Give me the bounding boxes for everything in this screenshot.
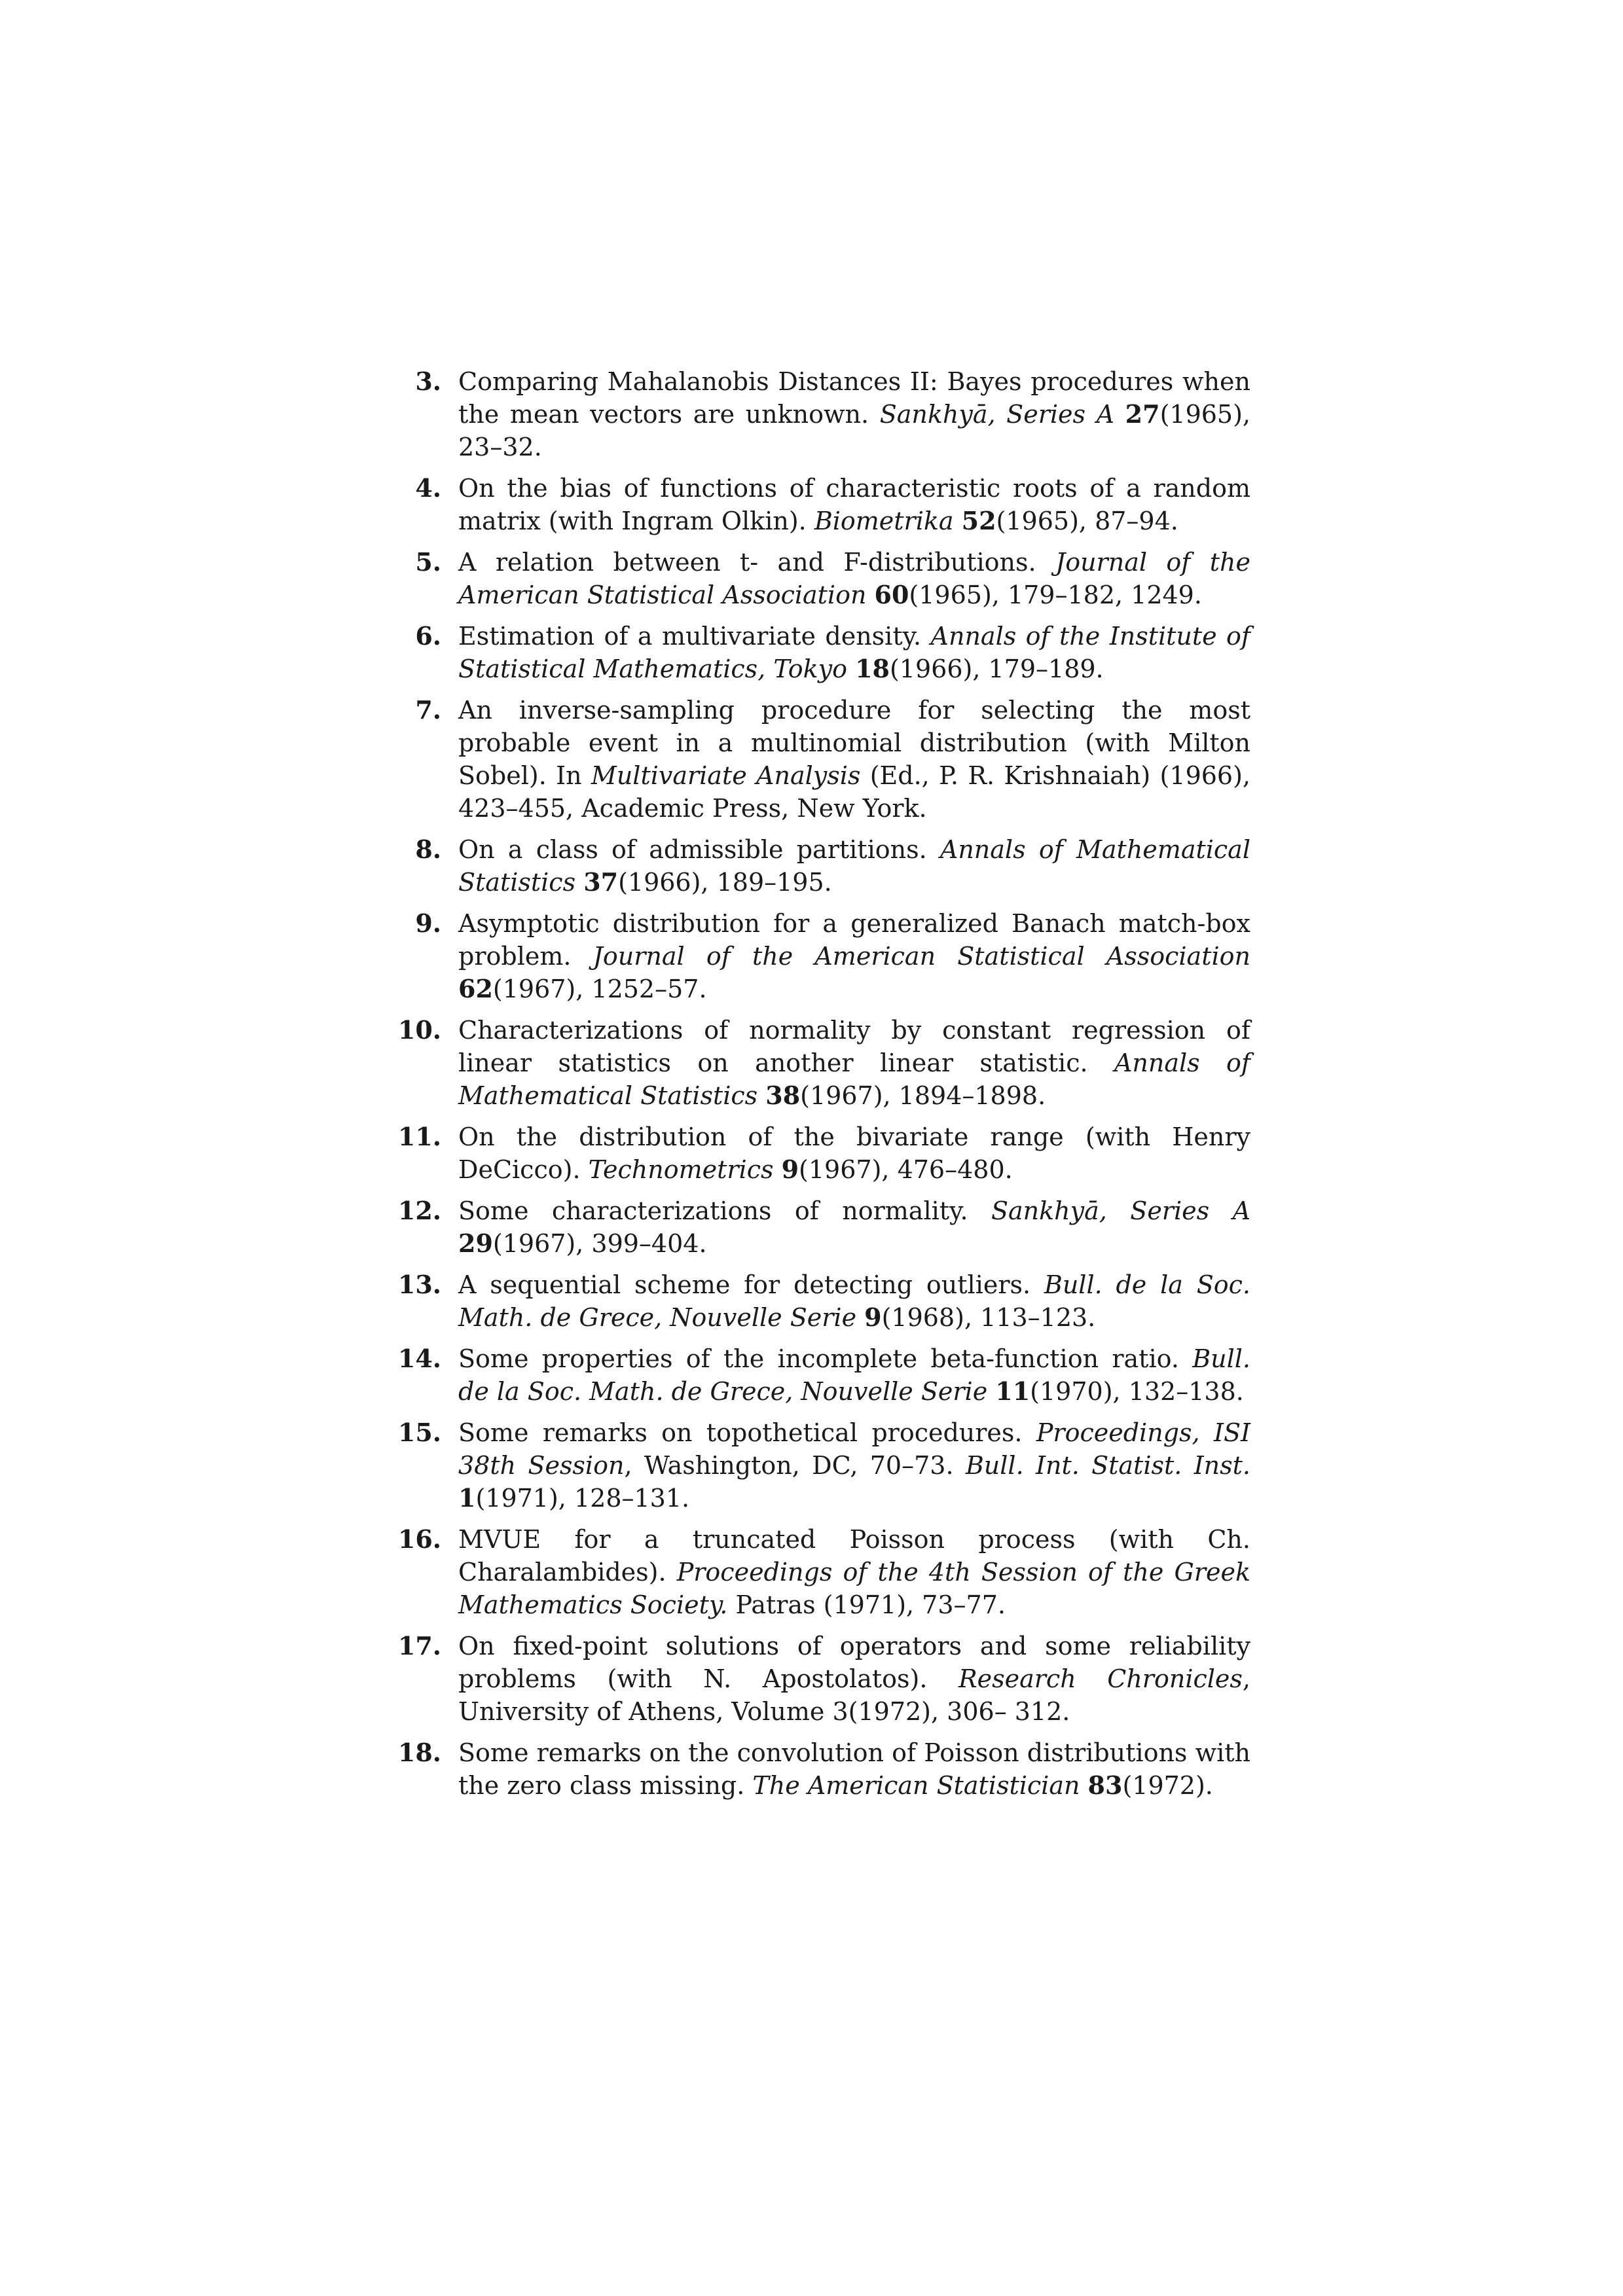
- citation-text: On the distribution of the bivariate range (with Henry DeCicco).: [458, 1122, 1250, 1184]
- publication-title: Bull. de la Soc. Math. de Grece, Nouvelle Serie: [458, 1344, 1250, 1406]
- publication-title: Sankhyā, Series A: [991, 1196, 1251, 1225]
- bibliography-entry: [393, 1014, 1250, 1112]
- citation-text: Asymptotic distribution for a generalized Banach match-box problem.: [458, 909, 1250, 971]
- entry-text: [458, 1344, 1250, 1406]
- entry-number: 5.: [415, 547, 441, 577]
- bibliography-entry: [393, 546, 1250, 611]
- volume-number: 37: [583, 867, 619, 897]
- citation-text: A sequential scheme for detecting outliers.: [458, 1270, 1044, 1299]
- publication-title: Annals of Mathematical Statistics: [458, 1049, 1250, 1110]
- volume-number: 60: [874, 580, 909, 609]
- citation-text: [575, 868, 583, 897]
- volume-number: 9: [781, 1155, 799, 1184]
- citation-text: [774, 1155, 782, 1184]
- citation-text: [954, 507, 962, 535]
- citation-text: Patras (1971), 73–77.: [727, 1590, 1006, 1619]
- citation-text: Some properties of the incomplete beta-function ratio.: [458, 1344, 1193, 1373]
- citation-text: (1971), 128–131.: [475, 1484, 690, 1513]
- citation-text: A relation between t- and F-distributions.: [458, 548, 1055, 577]
- citation-text: , University of Athens, Volume 3(1972), 306– 312.: [458, 1664, 1251, 1726]
- citation-text: (1970), 132–138.: [1030, 1377, 1244, 1406]
- entry-text: [458, 1738, 1250, 1800]
- bibliography-entry: [393, 694, 1250, 825]
- citation-text: Some characterizations of normality.: [458, 1196, 991, 1225]
- citation-text: (1972).: [1122, 1771, 1213, 1800]
- volume-number: 29: [458, 1229, 493, 1258]
- publication-title: Multivariate Analysis: [591, 761, 861, 790]
- entry-number: 6.: [415, 621, 441, 651]
- bibliography-entry: [393, 1194, 1250, 1260]
- bibliography-entry: [393, 1121, 1250, 1186]
- citation-text: [1114, 400, 1125, 429]
- bibliography-list: [393, 365, 1250, 1810]
- entry-text: [458, 1270, 1250, 1332]
- entry-number: 16.: [397, 1524, 441, 1554]
- entry-text: [458, 1016, 1250, 1110]
- citation-text: Comparing Mahalanobis Distances II: Bayes procedures when the mean vectors are unknown.: [458, 367, 1250, 429]
- entry-number: 15.: [397, 1418, 441, 1447]
- volume-number: 9: [864, 1302, 882, 1332]
- bibliography-entry: [393, 1268, 1250, 1334]
- citation-text: [866, 581, 874, 609]
- citation-text: On a class of admissible partitions.: [458, 835, 940, 864]
- citation-text: MVUE for a truncated Poisson process (with Ch. Charalambides).: [458, 1525, 1250, 1587]
- citation-text: (1967), 399–404.: [492, 1229, 707, 1258]
- volume-number: 83: [1087, 1770, 1123, 1800]
- entry-number: 9.: [415, 908, 441, 938]
- entry-text: [458, 548, 1250, 609]
- publication-title: Annals of the Institute of Statistical Mathematics, Tokyo: [458, 622, 1251, 683]
- entry-text: [458, 367, 1250, 461]
- publication-title: Biometrika: [814, 507, 954, 535]
- volume-number: 38: [765, 1081, 801, 1110]
- bibliography-entry: [393, 472, 1250, 537]
- volume-number: 27: [1125, 399, 1160, 429]
- entry-text: [458, 1122, 1250, 1184]
- entry-text: [458, 1196, 1250, 1258]
- volume-number: 62: [458, 974, 493, 1003]
- entry-text: [458, 835, 1250, 897]
- entry-number: 8.: [415, 834, 441, 864]
- publication-title: Journal of the American Statistical Association: [458, 548, 1250, 609]
- volume-number: 52: [961, 506, 996, 535]
- entry-number: 7.: [415, 695, 441, 725]
- citation-text: [987, 1377, 995, 1406]
- bibliography-entry: [393, 907, 1250, 1005]
- publication-title: Proceedings of the 4th Session of the Greek Mathematics Society.: [458, 1558, 1250, 1619]
- citation-text: (1968), 113–123.: [881, 1303, 1096, 1332]
- entry-number: 12.: [397, 1196, 441, 1225]
- citation-text: Characterizations of normality by constant regression of linear statistics on another linear statistic.: [458, 1016, 1250, 1077]
- entry-number: 11.: [397, 1122, 441, 1151]
- bibliography-entry: [393, 1416, 1250, 1515]
- entry-number: 13.: [397, 1270, 441, 1299]
- bibliography-entry: [393, 620, 1250, 685]
- publication-title: Bull. de la Soc. Math. de Grece, Nouvelle Serie: [458, 1270, 1250, 1332]
- citation-text: (1967), 1894–1898.: [800, 1081, 1046, 1110]
- entry-text: [458, 909, 1250, 1003]
- citation-text: On the bias of functions of characteristic roots of a random matrix (with Ingram Olkin).: [458, 474, 1250, 535]
- citation-text: [757, 1081, 765, 1110]
- entry-number: 3.: [415, 367, 441, 396]
- volume-number: 18: [855, 654, 890, 683]
- bibliography-entry: [393, 833, 1250, 899]
- entry-number: 17.: [397, 1631, 441, 1660]
- publication-title: Proceedings, ISI 38th Session: [458, 1418, 1250, 1480]
- citation-text: (1965), 179–182, 1249.: [909, 581, 1202, 609]
- publication-title: Research Chronicles: [958, 1664, 1243, 1693]
- entry-text: [458, 622, 1250, 683]
- volume-number: 11: [995, 1376, 1030, 1406]
- bibliography-entry: [393, 1736, 1250, 1802]
- citation-text: [856, 1303, 864, 1332]
- bibliography-entry: [393, 1342, 1250, 1408]
- publication-title: Bull. Int. Statist. Inst.: [965, 1451, 1250, 1480]
- citation-text: , Washington, DC, 70–73.: [624, 1451, 966, 1480]
- publication-title: Sankhyā, Series A: [879, 400, 1115, 429]
- bibliography-entry: [393, 1630, 1250, 1728]
- entry-text: [458, 1525, 1250, 1619]
- citation-text: (1967), 1252–57.: [492, 975, 707, 1003]
- entry-text: [458, 1418, 1250, 1513]
- entry-number: 4.: [415, 473, 441, 503]
- bibliography-entry: [393, 365, 1250, 463]
- citation-text: [847, 655, 855, 683]
- publication-title: Journal of the American Statistical Association: [593, 942, 1250, 971]
- entry-number: 14.: [397, 1344, 441, 1373]
- citation-text: An inverse-sampling procedure for selecting the most probable event in a multinomial distribution (with Milton Sobel). In: [458, 696, 1250, 790]
- publication-title: The American Statistician: [752, 1771, 1080, 1800]
- citation-text: (1967), 476–480.: [799, 1155, 1013, 1184]
- entry-number: 18.: [397, 1738, 441, 1767]
- entry-text: [458, 696, 1250, 823]
- publication-title: Technometrics: [588, 1155, 774, 1184]
- citation-text: On fixed-point solutions of operators and some reliability problems (with N. Apostolatos).: [458, 1632, 1250, 1693]
- volume-number: 1: [458, 1483, 476, 1513]
- citation-text: (1966), 189–195.: [618, 868, 832, 897]
- citation-text: Some remarks on topothetical procedures.: [458, 1418, 1036, 1447]
- citation-text: (1966), 179–189.: [889, 655, 1104, 683]
- entry-text: [458, 474, 1250, 535]
- citation-text: Some remarks on the convolution of Poisson distributions with the zero class missing.: [458, 1738, 1250, 1800]
- publication-title: Annals of Mathematical Statistics: [458, 835, 1250, 897]
- entry-number: 10.: [397, 1015, 441, 1045]
- citation-text: (Ed., P. R. Krishnaiah) (1966), 423–455, Academic Press, New York.: [458, 761, 1250, 823]
- citation-text: (1965), 87–94.: [996, 507, 1178, 535]
- bibliography-entry: [393, 1523, 1250, 1621]
- citation-text: [1080, 1771, 1087, 1800]
- citation-text: Estimation of a multivariate density.: [458, 622, 931, 651]
- entry-text: [458, 1632, 1250, 1726]
- citation-text: (1965), 23–32.: [458, 400, 1250, 461]
